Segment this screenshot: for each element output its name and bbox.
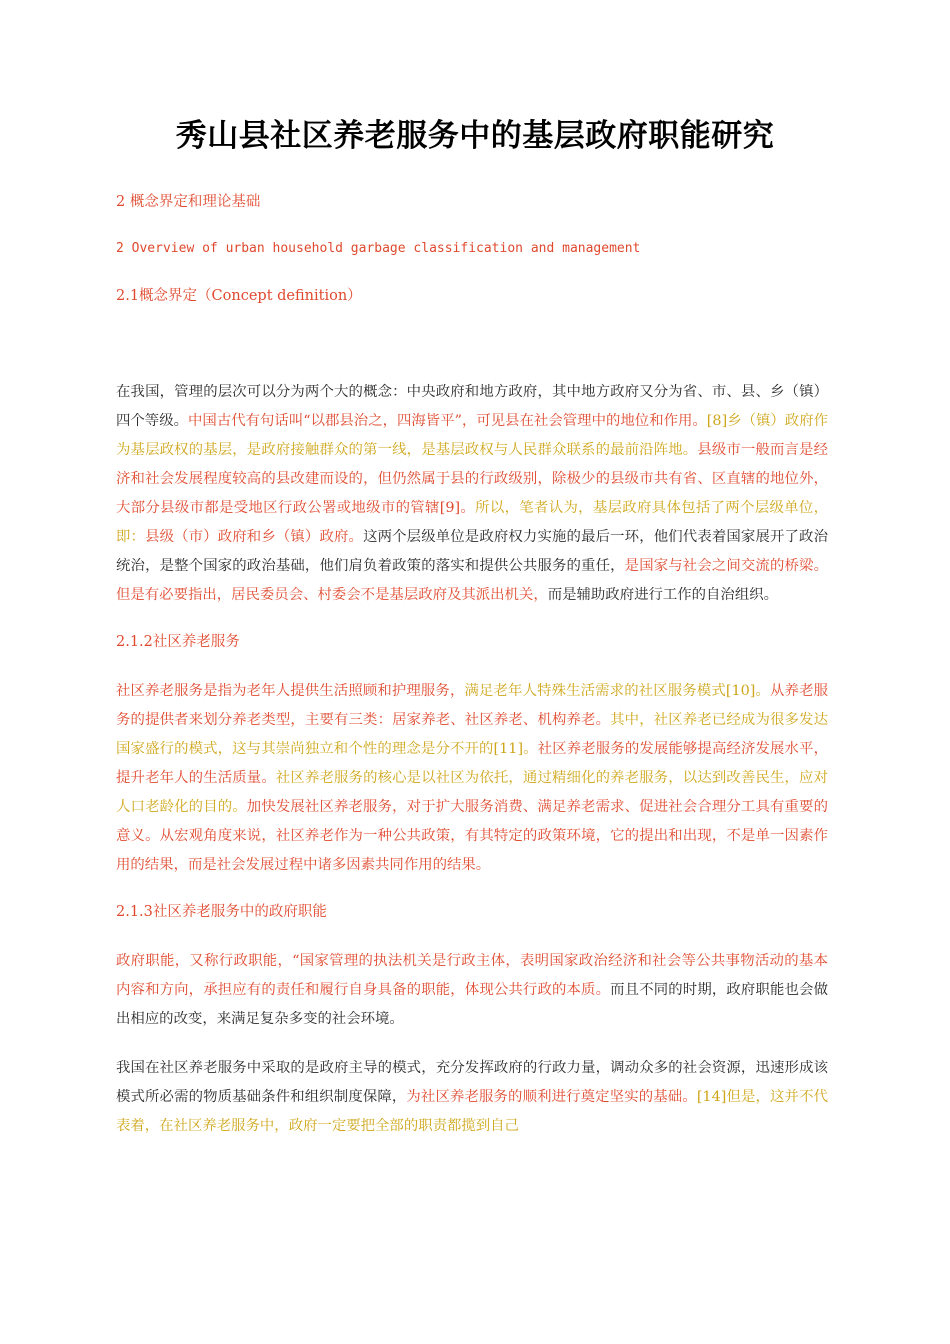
document-body: [116, 190, 828, 1161]
text-segment: 加快发展社区养老服务，对于扩大服务消费、满足养老需求、促进社会合理分工具有重要的意义。从宏观角度来说，社区养老作为一种公共政策，有其特定的政策环境，它的提出和出现，不是单一因素作用的结果，而是社会发展过程中诸多因素共同作用的结果。: [116, 799, 828, 873]
text-segment: [14]但是，这并不代表着，在社区养老服务中，政府一定要把全部的职责都揽到自己: [116, 1089, 828, 1134]
text-segment: 而且不同的时期，政府职能也会做出相应的改变，来满足复杂多变的社会环境。: [116, 982, 828, 1027]
text-segment: 满足老年人特殊生活需求的社区服务模式[10]。: [464, 683, 771, 699]
text-segment: 社区养老服务的核心是以社区为依托，通过精细化的养老服务，以达到改善民生，应对人口老龄化的目的。: [116, 770, 828, 815]
text-segment: 中国古代有句话叫“以郡县治之，四海皆平”，可见县在社会管理中的地位和作用。: [188, 413, 707, 429]
paragraph: [116, 947, 828, 1034]
subsection-heading-2-1-3: 2.1.3社区养老服务中的政府职能: [116, 904, 327, 920]
paragraph: [116, 1054, 828, 1141]
text-segment: 我国在社区养老服务中采取的是政府主导的模式，充分发挥政府的行政力量，调动众多的社会资源，迅速形成该模式所必需的物质基础条件和组织制度保障，: [116, 1060, 828, 1105]
text-segment: 县级（市）政府和乡（镇）政府。: [145, 529, 364, 545]
document-title: 秀山县社区养老服务中的基层政府职能研究: [175, 118, 775, 154]
paragraph: [116, 677, 828, 880]
paragraph: [116, 378, 828, 610]
text-segment: 其中，社区养老已经成为很多发达国家盛行的模式，这与其崇尚独立和个性的理念是分不开的[11]。: [116, 712, 828, 757]
subsection-heading-2-1-2: 2.1.2社区养老服务: [116, 634, 240, 650]
text-segment: 而是辅助政府进行工作的自治组织。: [547, 587, 778, 603]
spacer: [116, 331, 828, 378]
text-segment: 县级市一般而言是经济和社会发展程度较高的县改建而设的，但仍然属于县的行政级别，除极少的县级市共有省、区直辖的地位外，大部分县级市都是受地区行政公署或地级市的管辖[9]。: [116, 442, 828, 516]
text-segment: 社区养老服务是指为老年人提供生活照顾和护理服务，: [116, 683, 465, 699]
section-heading-en: 2 Overview of urban household garbage classification and management: [116, 241, 641, 256]
text-segment: 社区养老服务的发展能够提高经济发展水平，提升老年人的生活质量。: [116, 741, 828, 786]
text-segment: 是国家与社会之间交流的桥梁。但是有必要指出，居民委员会、村委会不是基层政府及其派出机关，: [116, 558, 828, 603]
text-segment: 从养老服务的提供者来划分养老类型，主要有三类：居家养老、社区养老、机构养老。: [116, 683, 828, 728]
text-segment: 这两个层级单位是政府权力实施的最后一环，他们代表着国家展开了政治统治，是整个国家的政治基础，他们肩负着政策的落实和提供公共服务的重任，: [116, 529, 828, 574]
subsection-heading-2-1: 2.1概念界定（Concept definition）: [116, 288, 362, 304]
text-segment: 政府职能，又称行政职能，“国家管理的执法机关是行政主体，表明国家政治经济和社会等公共事物活动的基本内容和方向，承担应有的责任和履行自身具备的职能，体现公共行政的本质。: [116, 953, 828, 998]
text-segment: 为社区养老服务的顺利进行奠定坚实的基础。: [406, 1089, 697, 1105]
text-segment: 所以，笔者认为，基层政府具体包括了两个层级单位，即：: [116, 500, 828, 545]
text-segment: [8]乡（镇）政府作为基层政权的基层，是政府接触群众的第一线，是基层政权与人民群众联系的最前沿阵地。: [116, 413, 828, 458]
section-heading-cn: 2 概念界定和理论基础: [116, 194, 261, 210]
text-segment: 在我国，管理的层次可以分为两个大的概念：中央政府和地方政府，其中地方政府又分为省、市、县、乡（镇）四个等级。: [116, 384, 828, 429]
